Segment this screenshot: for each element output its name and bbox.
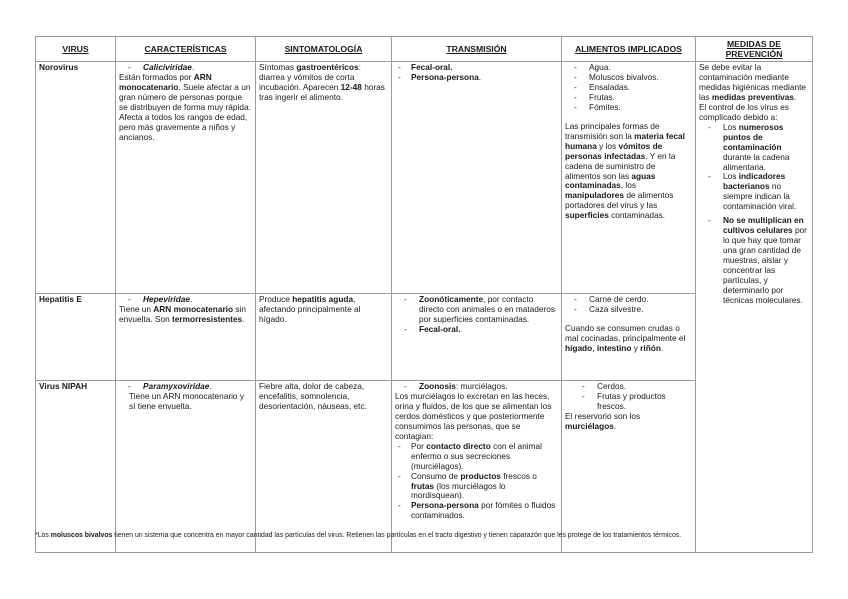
hepatitis-sintomatologia: Produce hepatitis aguda, afectando principalmente al hígado. [256,294,392,381]
nipah-transmision: - Zoonosis: murciélagos. Los murciélagos lo excretan en las heces, orina y fluidos, de los que se alimentan los cerdos domésticos y que posteriormente consumimos las personas, que se contagian: - Por contacto directo con el animal enfermo o sus secreciones (murciélagos). - Consumo de productos frescos o frutas (los murciélagos lo mordisquean). - Persona-persona por fómites o fluidos contaminados. [392,381,562,553]
list-item: - Zoonóticamente, por contacto directo con animales o en mataderos por superficies contaminadas. [395,295,558,325]
header-caracteristicas: CARACTERÍSTICAS [116,37,256,62]
footnote: *Los moluscos bivalvos tienen un sistema que concentra en mayor cantidad las partículas del virus. Retienen las partículas en el tracto digestivo y tienen caparazón que les protege de los tratamientos térmicos. [35,532,682,539]
nipah-family: - Paramyxoviridae. [119,382,252,392]
norovirus-transmision [392,62,562,294]
list-item: - Moluscos bivalvos. [565,73,692,83]
list-item: - Fecal-oral. [395,325,558,335]
norovirus-caracteristicas [116,62,256,294]
list-item: - Carne de cerdo. [565,295,692,305]
virus-name-norovirus: Norovirus [36,62,116,294]
nipah-alimentos: - Cerdos. - Frutas y productos frescos. El reservorio son los murciélagos. [562,381,696,553]
table-row-norovirus [36,62,813,294]
hepatitis-alimentos: - Carne de cerdo. - Caza silvestre. Cuando se consumen crudas o mal cocinadas, principalmente el hígado, intestino y riñón. [562,294,696,381]
list-item: - Ensaladas. [565,83,692,93]
header-medidas [696,37,813,62]
norovirus-family: - Caliciviridae. [119,63,252,73]
hepatitis-transmision [392,294,562,381]
header-medidas-line2: PREVENCIÓN [725,49,783,59]
header-virus: VIRUS [36,37,116,62]
list-item: - Frutas y productos frescos. [573,392,692,412]
list-item: - Caza silvestre. [565,305,692,315]
virus-name-nipah: Virus NIPAH [36,381,116,553]
list-item: - Fecal-oral. [395,63,558,73]
list-item: - Los numerosos puntos de contaminación durante la cadena alimentaria. [699,123,809,173]
norovirus-sintomatologia: Síntomas gastroentéricos: diarrea y vómitos de corta incubación. Aparecen 12-48 horas tras ingerir el alimento. [256,62,392,294]
nipah-caracteristicas: - Paramyxoviridae. Tiene un ARN monocatenario y sí tiene envuelta. [116,381,256,553]
list-item: - Persona-persona por fómites o fluidos contaminados. [395,501,558,521]
header-sintomatologia: SINTOMATOLOGÍA [256,37,392,62]
header-transmision: TRANSMISIÓN [392,37,562,62]
medidas-prevencion: Se debe evitar la contaminación mediante medidas higiénicas mediante las medidas preventivas. El control de los virus es complicado debido a: - Los numerosos puntos de contaminación durante la cadena alimentaria. - Los indicadores bacterianos no siempre indican la contaminación viral. - No se multiplican en cultivos celulares por lo que hay que tomar una gran cantidad de muestras, aislar y concentrar las partículas, y determinarlo por técnicas moleculares. [696,62,813,553]
list-item: - No se multiplican en cultivos celulares por lo que hay que tomar una gran cantidad de muestras, aislar y concentrar las partículas, y determinarlo por técnicas moleculares. [699,216,809,306]
hepatitis-family: - Hepeviridae. [119,295,252,305]
header-medidas-line1: MEDIDAS DE [727,38,781,49]
list-item: - Consumo de productos frescos o frutas (los murciélagos lo mordisquean). [395,472,558,502]
table-header-row [36,37,813,62]
list-item: - Agua. [565,63,692,73]
header-alimentos: ALIMENTOS IMPLICADOS [562,37,696,62]
list-item: - Los indicadores bacterianos no siempre indican la contaminación viral. [699,172,809,212]
list-item: - Cerdos. [573,382,692,392]
list-item: - Zoonosis: murciélagos. [395,382,558,392]
list-item: - Por contacto directo con el animal enfermo o sus secreciones (murciélagos). [395,442,558,472]
list-item: - Persona-persona. [395,73,558,83]
list-item: - Fómites. [565,103,692,113]
norovirus-car-edad: Afecta a todos los rangos de edad, pero más gravemente a niños y ancianos. [119,111,248,142]
norovirus-car-text: Están formados por ARN monocatenario. Suele afectar a un gran número de personas porque se distribuyen de forma muy rápida. [119,71,251,112]
hepatitis-caracteristicas: - Hepeviridae. Tiene un ARN monocatenario sin envuelta. Son termorresistentes. [116,294,256,381]
norovirus-alim-text: Las principales formas de transmisión son la materia fecal humana y los vómitos de personas infectadas. Y en la cadena de suministro de alimentos son las aguas contaminadas, los manipuladores de alimentos portadores del virus y las superficies contaminadas. [565,120,685,221]
nipah-sintomatologia: Fiebre alta, dolor de cabeza, encefalitis, somnolencia, desorientación, náuseas, etc. [256,381,392,553]
norovirus-alimentos [562,62,696,294]
list-item: - Frutas. [565,93,692,103]
virus-name-hepatitis-e: Hepatitis E [36,294,116,381]
virus-table [35,36,813,553]
